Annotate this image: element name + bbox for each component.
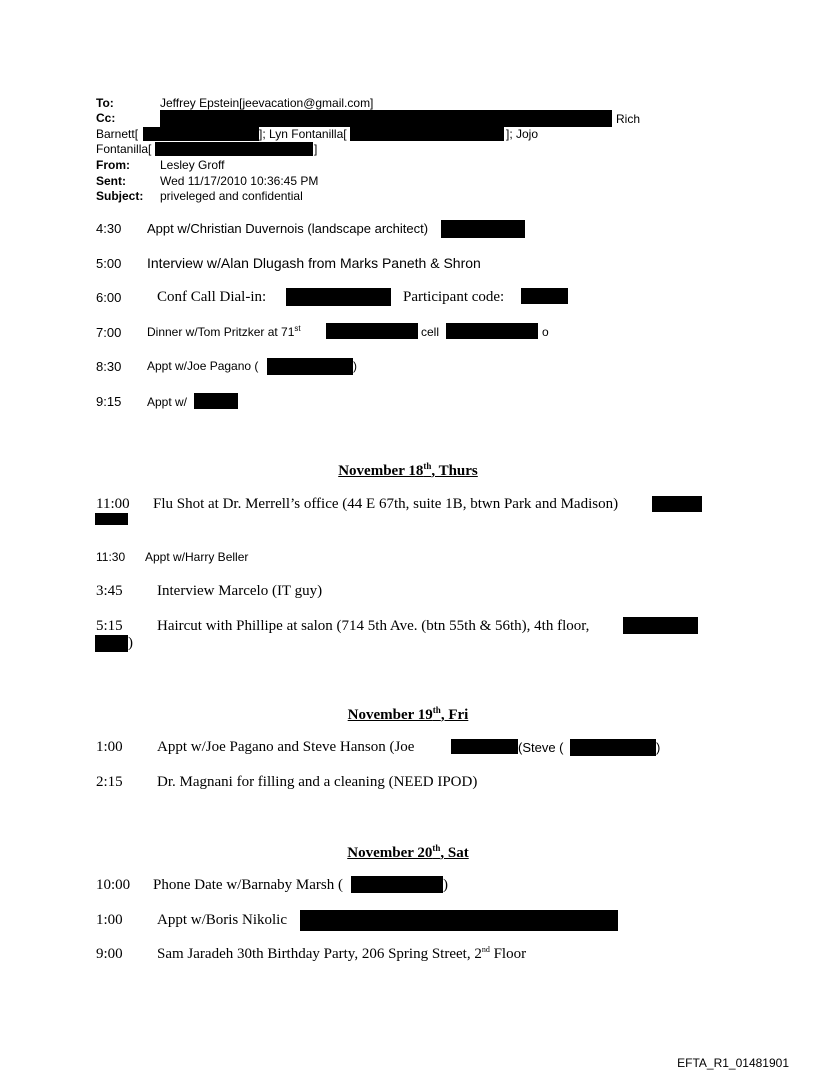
entry-text: Interview Marcelo (IT guy) [157, 583, 323, 599]
cc-rich: Rich [616, 112, 641, 126]
entry-text: Appt w/Christian Duvernois (landscape architect) [147, 221, 429, 236]
cc-jojo: ]; Jojo [506, 127, 539, 141]
entry-text: Appt w/Boris Nikolic [157, 912, 287, 928]
entry-text: o [542, 325, 549, 339]
cc-label: Cc: [96, 111, 116, 125]
entry-text: Phone Date w/Barnaby Marsh ( [153, 877, 343, 893]
to-value: Jeffrey Epstein[jeevacation@gmail.com] [160, 96, 374, 110]
redaction-dial-in [286, 288, 391, 306]
entry-text: Conf Call Dial-in: [157, 289, 267, 305]
entry-time: 6:00 [96, 290, 122, 305]
entry-text: Appt w/ [147, 395, 188, 409]
cc-lyn: ]; Lyn Fontanilla[ [259, 127, 347, 141]
day-heading: November 19th, Fri [347, 705, 469, 723]
redaction [267, 358, 353, 375]
bates-number: EFTA_R1_01481901 [677, 1056, 789, 1070]
entry-text: cell [421, 325, 440, 339]
redaction-barnett [143, 127, 259, 141]
entry-time: 4:30 [96, 221, 122, 236]
entry-text: ) [353, 359, 357, 373]
entry-time: 2:15 [96, 774, 123, 790]
redaction [441, 220, 525, 238]
entry-text: (Steve ( [518, 740, 564, 755]
entry-time: 1:00 [96, 739, 123, 755]
redaction [95, 635, 128, 652]
entry-time: 5:00 [96, 256, 122, 271]
entry-time: 11:30 [96, 550, 126, 564]
redaction [451, 739, 518, 754]
entry-text: Haircut with Phillipe at salon (714 5th Ave. (btn 55th & 56th), 4th floor, [157, 618, 590, 634]
redaction-fontanilla [155, 142, 313, 156]
entry-time: 8:30 [96, 359, 122, 374]
day-heading: November 18th, Thurs [338, 461, 478, 479]
redaction [194, 393, 238, 409]
entry-time: 5:15 [96, 618, 123, 634]
sent-value: Wed 11/17/2010 10:36:45 PM [160, 174, 319, 188]
cc-fontanilla: Fontanilla[ [96, 142, 152, 156]
day-heading: November 20th, Sat [347, 843, 469, 861]
redaction [95, 513, 128, 525]
from-value: Lesley Groff [160, 158, 225, 172]
cc-barnett: Barnett[ [96, 127, 139, 141]
entry-text: Participant code: [403, 289, 505, 305]
entry-time: 9:00 [96, 946, 123, 962]
redaction [623, 617, 698, 634]
redaction [326, 323, 418, 339]
entry-text: Interview w/Alan Dlugash from Marks Paneth & Shron [147, 255, 481, 271]
from-label: From: [96, 158, 130, 172]
entry-time: 9:15 [96, 394, 122, 409]
entry-text: Appt w/Joe Pagano and Steve Hanson (Joe [157, 739, 415, 755]
redaction-code [521, 288, 568, 304]
entry-text: Appt w/Joe Pagano ( [147, 359, 259, 373]
subject-value: priveleged and confidential [160, 189, 303, 203]
redaction-cc [160, 110, 612, 127]
entry-text: ) [656, 740, 661, 755]
to-label: To: [96, 96, 114, 110]
entry-time: 10:00 [96, 877, 131, 893]
entry-text: ) [128, 635, 133, 651]
subject-label: Subject: [96, 189, 144, 203]
entry-text: Appt w/Harry Beller [145, 550, 249, 564]
redaction-lyn [350, 127, 504, 141]
entry-time: 11:00 [96, 496, 130, 512]
entry-text: Dr. Magnani for filling and a cleaning (NEED IPOD) [157, 774, 478, 790]
entry-time: 3:45 [96, 583, 123, 599]
entry-text: ) [443, 877, 448, 893]
redaction [570, 739, 656, 756]
redaction [351, 876, 443, 893]
entry-text: Sam Jaradeh 30th Birthday Party, 206 Spring Street, 2nd Floor [157, 945, 527, 962]
entry-text: Dinner w/Tom Pritzker at 71st [147, 324, 301, 339]
entry-time: 7:00 [96, 325, 122, 340]
redaction [300, 910, 618, 931]
redaction [652, 496, 702, 512]
entry-text: Flu Shot at Dr. Merrell’s office (44 E 67th, suite 1B, btwn Park and Madison) [153, 496, 619, 512]
sent-label: Sent: [96, 174, 126, 188]
entry-time: 1:00 [96, 912, 123, 928]
redaction [446, 323, 538, 339]
cc-close: ] [314, 142, 318, 156]
